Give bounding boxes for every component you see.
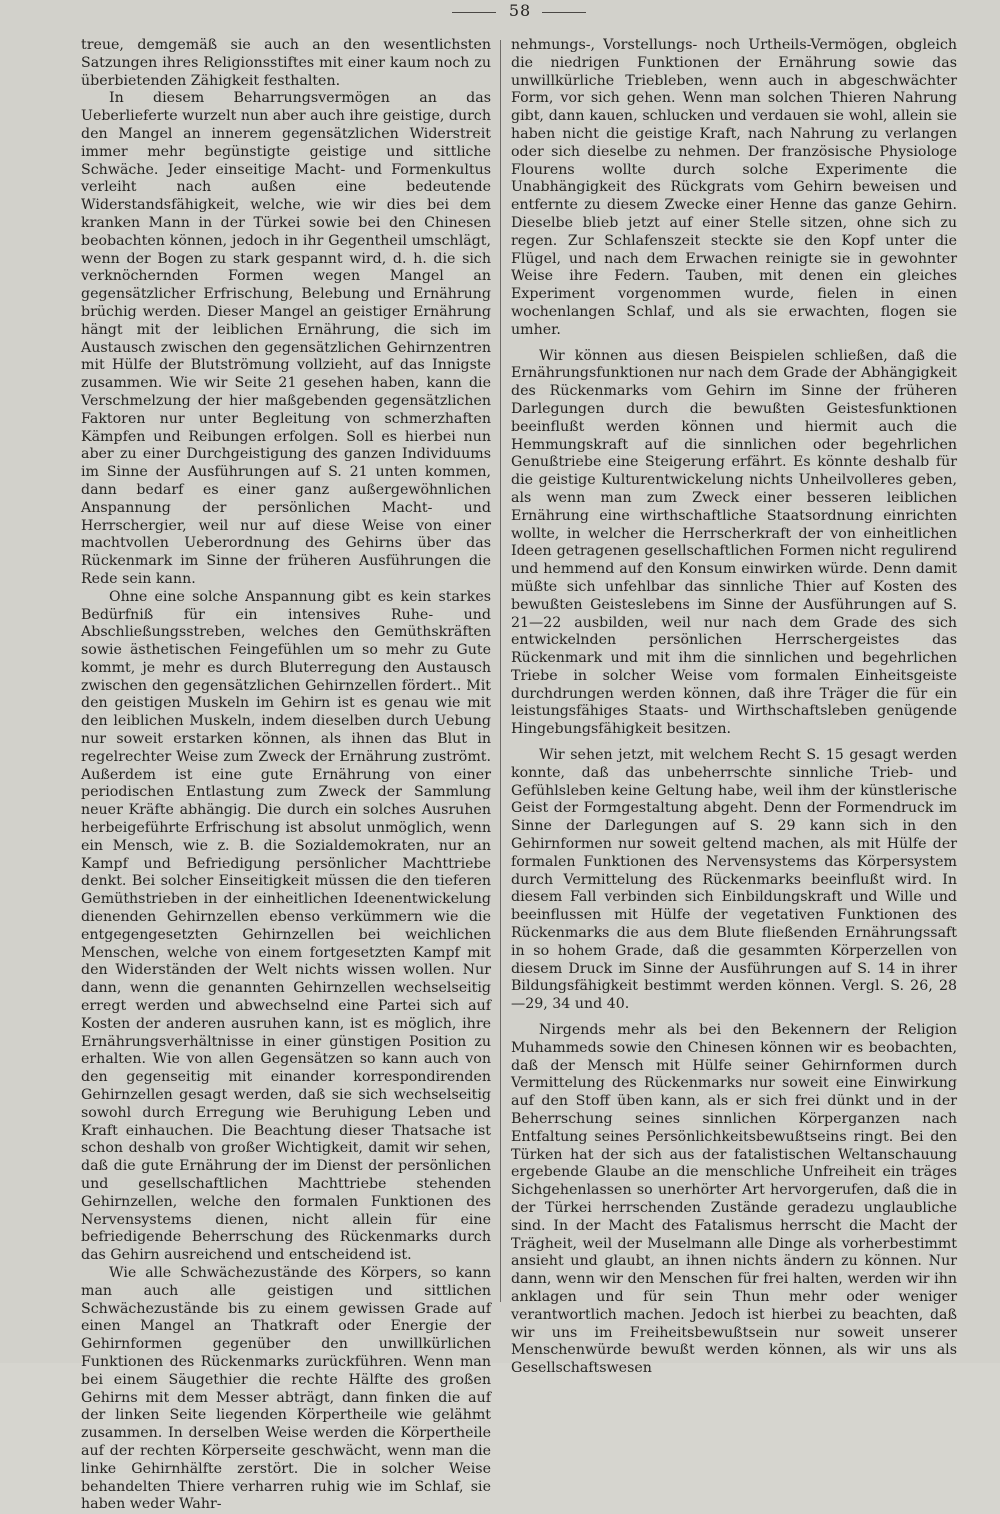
paragraph: Wie alle Schwächezustände des Körpers, so kann man auch alle geistigen und sittlichen Schwächezustände bis zu einem gewissen Grade auf einen Mangel an Thatkraft oder Energie der Gehirnformen gegenüber den unwillkürlichen Funktionen des Rückenmarks zurückführen. Wenn man bei einem Säugethier die rechte Hälfte des großen Gehirns mit dem Messer abträgt, dann finken die auf der linken Seite liegenden Körpertheile wie gelähmt zusammen. In derselben Weise werden die Körpertheile auf der rechten Körperseite geschwächt, wenn man die linke Gehirnhälfte zerstört. Die in solcher Weise behandelten Thiere verharren ruhig wie im Schlaf, sie haben weder Wahr- bbox=[81, 1264, 491, 1513]
left-column bbox=[81, 37, 491, 1514]
header-rule-left bbox=[452, 12, 496, 13]
paragraph: In diesem Beharrungsvermögen an das Ueberlieferte wurzelt nun aber auch ihre geistige, durch den Mangel an innerem gegensätzlichen Widerstreit immer mehr begünstigte geistige und sittliche Schwäche. Jeder einseitige Macht- und Formenkultus verleiht nach außen eine bedeutende Widerstandsfähigkeit, welche, wie wir dies bei dem kranken Mann in der Türkei sowie bei den Chinesen beobachten können, jedoch in ihr Gegentheil umschlägt, wenn der Bogen zu stark gespannt wird, d. h. die sich verknöchernden Formen wegen Mangel an gegensätzlicher Erfrischung, Belebung und Ernährung brüchig werden. Dieser Mangel an geistiger Ernährung hängt mit der leiblichen Ernährung, die sich im Austausch zwischen den gegensätzlichen Gehirnzentren mit Hülfe der Blutströmung vollzieht, auf das Innigste zusammen. Wie wir Seite 21 gesehen haben, kann die Verschmelzung der hier maßgebenden gegensätzlichen Faktoren nur unter Begleitung von schmerzhaften Kämpfen und Reibungen erfolgen. Soll es hierbei nun aber zu einer Durchgeistigung des ganzen Individuums im Sinne der Ausführungen auf S. 21 unten kommen, dann bedarf es einer ganz außergewöhnlichen Anspannung der persönlichen Macht- und Herrschergier, weil nur auf diese Weise von einer machtvollen Ueberordnung des Gehirns über das Rückenmark im Sinne der früheren Ausführungen die Rede sein kann. bbox=[81, 90, 491, 587]
paragraph: Ohne eine solche Anspannung gibt es kein starkes Bedürfniß für ein intensives Ruhe- und Abschließungsstreben, welches den Gemüthskräften sowie ästhetischen Feingefühlen um so mehr zu Gute kommt, je mehr es durch Bluterregung den Austausch zwischen den gegensätzlichen Gehirnzellen fördert.. Mit den geistigen Muskeln im Gehirn ist es genau wie mit den leiblichen Muskeln, indem dieselben durch Uebung nur soweit erstarken können, als ihnen das Blut in regelrechter Weise zum Zweck der Ernährung zuströmt. Außerdem ist eine gute Ernährung von einer periodischen Entlastung zum Zweck der Sammlung neuer Kräfte abhängig. Die durch ein solches Ausruhen herbeigeführte Erfrischung ist absolut unmöglich, wenn ein Mensch, wie z. B. die Sozialdemokraten, nur an Kampf und Befriedigung persönlicher Machttriebe denkt. Bei solcher Einseitigkeit müssen die den tieferen Gemüthstrieben in der einheitlichen Ideenentwickelung dienenden Gehirnzellen ebenso verkümmern wie die entgegengesetzten Gehirnzellen bei weichlichen Menschen, welche von einem fortgesetzten Kampf mit den Widerständen der Welt nichts wissen wollen. Nur dann, wenn die genannten Gehirnzellen wechselseitig erregt werden und abwechselnd eine Partei sich auf Kosten der anderen ausruhen kann, ist es möglich, ihre Ernährungsverhältnisse in einer günstigen Position zu erhalten. Wie von allen Gegensätzen so kann auch von den gegenseitig mit einander korrespondirenden Gehirnzellen gesagt werden, daß sie sich wechselseitig sowohl durch Erregung wie Beruhigung Leben und Kraft einhauchen. Die Beachtung dieser Thatsache ist schon deshalb von großer Wichtigkeit, damit wir sehen, daß die gute Ernährung der im Dienst der persönlichen und gesellschaftlichen Machttriebe stehenden Gehirnzellen, welche den formalen Funktionen des Nervensystems dienen, nicht allein für eine befriedigende Beherrschung des Rückenmarks durch das Gehirn ausreichend und entscheidend ist. bbox=[81, 588, 491, 1264]
paragraph: treue, demgemäß sie auch an den wesentlichsten Satzungen ihres Religionsstiftes mit einer kaum noch zu überbietenden Zähigkeit festhalten. bbox=[81, 37, 491, 89]
right-column bbox=[511, 37, 957, 1378]
header-rule-right bbox=[542, 12, 586, 13]
paragraph: Wir können aus diesen Beispielen schließen, daß die Ernährungsfunktionen nur nach dem Grade der Abhängigkeit des Rückenmarks vom Gehirn im Sinne der früheren Darlegungen durch die bewußten Geistesfunktionen beeinflußt werden können und hiermit auch die Hemmungskraft auf die sinnlichen oder begehrlichen Genußtriebe eine Steigerung erfährt. Es könnte deshalb für die geistige Kulturentwickelung nichts Unheilvolleres geben, als wenn man zum Zweck einer besseren leiblichen Ernährung eine wirthschaftliche Staatsordnung einrichten wollte, in welcher die Herrscherkraft der von einheitlichen Ideen getragenen gesellschaftlichen Formen nicht regulirend und hemmend auf den Konsum einwirken würde. Denn damit müßte sich unfehlbar das sinnliche Thier auf Kosten des bewußten Geisteslebens im Sinne der Ausführungen auf S. 21—22 ausbilden, weil nur nach dem Grade des sich entwickelnden persönlichen Herrschergeistes das Rückenmark und mit ihm die sinnlichen und begehrlichen Triebe in solcher Weise vom formalen Einheitsgeiste durchdrungen werden können, daß ihre Träger die für ein leistungsfähiges Staats- und Wirthschaftsleben genügende Hingebungsfähigkeit besitzen. bbox=[511, 347, 957, 738]
paragraph: Wir sehen jetzt, mit welchem Recht S. 15 gesagt werden konnte, daß das unbeherrschte sinnliche Trieb- und Gefühlsleben keine Geltung habe, weil ihm der künstlerische Geist der Formgestaltung abgeht. Denn der Formendruck im Sinne der Darlegungen auf S. 29 kann sich in den Gehirnformen nur soweit geltend machen, als mit Hülfe der formalen Funktionen des Nervensystems das Körpersystem durch Vermittelung des Rückenmarks beeinflußt wird. In diesem Fall verbinden sich Einbildungskraft und Wille und beeinflussen mit Hülfe der vegetativen Funktionen des Rückenmarks die aus dem Blute fließenden Ernährungssaft in so hohem Grade, daß die gesammten Körperzellen von diesem Druck im Sinne der Ausführungen auf S. 14 in ihrer Bildungsfähigkeit bestimmt werden können. Vergl. S. 26, 28—29, 34 und 40. bbox=[511, 747, 957, 1013]
page-header bbox=[0, 0, 1000, 28]
page-number: 58 bbox=[508, 1, 532, 20]
paragraph: Nirgends mehr als bei den Bekennern der Religion Muhammeds sowie den Chinesen können wir es beobachten, daß der Mensch mit Hülfe seiner Gehirnformen durch Vermittelung des Rückenmarks nur soweit eine Einwirkung auf den Stoff üben kann, als er sich frei dünkt und in der Beherrschung seines sinnlichen Körperganzen nach Entfaltung seines Persönlichkeitsbewußtseins ringt. Bei den Türken hat der sich aus der fatalistischen Weltanschauung ergebende Glaube an die menschliche Unfreiheit ein träges Sichgehenlassen so unerhörter Art hervorgerufen, daß die in der Türkei herrschenden Zustände geradezu unglaubliche sind. In der Macht des Fatalismus herrscht die Macht der Trägheit, weil der Muselmann alle Dinge als vorherbestimmt ansieht und glaubt, an ihnen nichts ändern zu können. Nur dann, wenn wir den Menschen für frei halten, werden wir ihn anklagen und für sein Thun mehr oder weniger verantwortlich machen. Jedoch ist hierbei zu beachten, daß wir uns im Freiheitsbewußtsein nur soweit unserer Menschenwürde bewußt werden können, als wir uns als Gesellschaftswesen bbox=[511, 1022, 957, 1377]
paragraph: nehmungs-, Vorstellungs- noch Urtheils-Vermögen, obgleich die niedrigen Funktionen der Ernährung sowie das unwillkürliche Triebleben, wenn auch in abgeschwächter Form, vor sich gehen. Wenn man solchen Thieren Nahrung gibt, dann kauen, schlucken und verdauen sie wohl, allein sie haben nicht die geistige Kraft, nach Nahrung zu verlangen oder sich dieselbe zu nehmen. Der französische Physiologe Flourens wollte durch solche Experimente die Unabhängigkeit des Rückgrats vom Gehirn beweisen und entfernte zu diesem Zwecke einer Henne das ganze Gehirn. Dieselbe blieb jetzt auf einer Stelle sitzen, ohne sich zu regen. Zur Schlafenszeit steckte sie den Kopf unter die Flügel, und nach dem Erwachen reinigte sie in gewohnter Weise ihre Federn. Tauben, mit denen ein gleiches Experiment vorgenommen wurde, fielen in einen wochenlangen Schlaf, und als sie erwachten, flogen sie umher. bbox=[511, 37, 957, 338]
column-divider bbox=[500, 40, 501, 1302]
